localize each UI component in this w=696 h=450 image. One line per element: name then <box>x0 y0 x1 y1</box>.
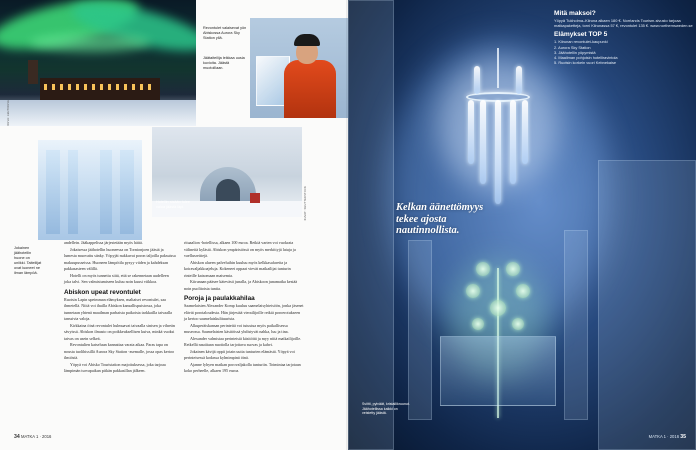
paragraph: Jokainen kävijä oppii jotain uutta tunturien elämästä. Yöpyä voi perinteisessä kodassa kylmimpinä öinä. <box>184 348 295 360</box>
top5-item: 1. Kiirunan revontulet-kaupunki <box>554 39 608 45</box>
paragraph: Abiskon alueen palveluihin kuuluu myös kelkkasafareita ja koiravaljakkoajeluja. Kokeneet oppaat vievät matkailijat tunturin rinteille katsomaan maisemia. <box>184 259 291 278</box>
worker-caption: Revontulet valaisevat yön Abiskossa Aurora Sky Station yllä. <box>203 26 247 40</box>
ice-chandelier <box>448 48 548 218</box>
ice-sculptor-photo <box>250 18 348 118</box>
left-folio <box>14 434 51 440</box>
paragraph: Jokaisessa jäähotellin huoneessa on Tornionjoen jäästä ja lumesta muovattu sänky. Yöpyjät nukkuvat poron taljoilla paksuissa makuupusseissa. Huoneen lämpötila pysyy viiden ja kahdeksan pakkasasteen välillä. <box>64 246 176 271</box>
paragraph: Alkuperäiskansan perinteitä voi tutustua myös paikallisessa museossa. Saamelaisten käsitöissä yhdistyvät nahka, luu ja tina. <box>184 322 289 334</box>
top5-item: 3. Jäähotellin yöpymistä <box>554 49 596 55</box>
folio-text: MATKA 1 · 2016 <box>648 434 680 439</box>
paragraph: Alexander valmistaa perinteisiä käsitöitä ja myy niitä matkailijoille. Retkellä nautitaan nuotiolla tarjottava suovas ja kahvi. <box>184 335 302 347</box>
aurora-photo <box>0 0 196 126</box>
top5-item: 2. Aurora Sky Station <box>554 44 591 50</box>
paragraph: Ajanne lyhyen matkan porovaljakolla tunturiin. Toimintaa tarjotaan koko perheelle, alkaen 195 euroa. <box>184 361 301 373</box>
top5-title: Elämykset TOP 5 <box>554 31 608 39</box>
page-number: 34 <box>14 434 20 440</box>
pull-quote: Kelkan äänettömyys tekee ajosta nautinnollista. <box>396 202 484 236</box>
paragraph: Revontulien katseluun kannattaa varata aikaa. Paras tapa on nousta tuolihissillä Aurora Sky Station -asemalle, jossa opas kertoo ilmiöstä. <box>64 342 175 360</box>
article-column-3 <box>184 240 304 375</box>
page-number: 35 <box>680 434 686 440</box>
info-body: Yöpyä Tukholma–Kiiruna alkaen 180 €. Norrlands Tourism-sivusto tarjoaa matkapaketteja, torni Kiirunassa 57 €, revontulet 135 €. www.northernsweden.se <box>554 18 693 29</box>
subheading-aurora: Abiskon upeat revontulet <box>64 288 141 296</box>
page-gutter <box>346 0 350 450</box>
paragraph: rituaalion -hotellissa, alkaen 100 euroa. Retkiä varten voi vuokrata välineitä kylästä. Abiskon ympäristössä on myös merkittyjä latuja ja vaellusreittejä. <box>184 240 296 258</box>
right-folio <box>649 434 686 440</box>
paragraph: Ruotsin Lapin upeimman elämyksen, maltaiset revontulet, saa ihmetellä. Niitä voi ihailla Abiskon kansallispuistossa, joka tunnetaan yhtenä maailman parhaista paikoista tarkkailla taivaalla tanssivia valoja. <box>64 296 172 321</box>
hotel-caption: Hotellin sisään tulee valoa jäästä läpi. <box>156 200 190 209</box>
paragraph: andellein. Jääkappelissa järjestetään myös häitä. <box>64 240 143 245</box>
worker-caption-2: Jäätaiteilija leikkaa uusia kuvioita. Jäästä muotoillaan. <box>203 56 245 70</box>
paragraph: Saamelaisten Alexander Komp kuuluu saamelaisyhteisöön, jonka jäsenet elävät porotaloudesta. Hän järjestää vierailijoille retkiä poroerotukseen ja kertoo saamelaiskulttuurista. <box>184 303 304 321</box>
article-column-2 <box>64 240 176 375</box>
aurora-credit: KUVA: LEHTIKUVA <box>7 100 10 126</box>
top5-item: 4. Maailman pohjoisin hotelliravintola <box>554 55 618 61</box>
info-box <box>554 10 694 65</box>
paragraph: Yöpyä voi Abisko Touristation majoituksessa, joka tarjoaa lämpimän turvapaikan pitkän pakkasillan jälkeen. <box>64 361 166 373</box>
folio-text: MATKA 1 · 2016 <box>20 434 52 439</box>
paragraph: Kiirunaan pääsee kätevästi junalla, ja Abiskoon junamatka kestää noin puolitoista tuntia. <box>184 279 298 291</box>
ice-room-photo <box>38 140 142 240</box>
top5-item: 5. Ruotsin korkein vuori Kebnekaise <box>554 60 617 66</box>
paragraph: Hotelli on myös tunnettu siitä, että se rakennetaan uudelleen joka talvi. Sen valmistumiseen kuluu noin kuusi viikkoa. <box>64 272 169 284</box>
room-caption: Jokainen jäähotellin huone on uniikki. Taiteilijat ovat luoneet ne ilman lämpöä. <box>14 246 42 275</box>
paragraph: Kirkkaina öinä revontulet hulmuavat taivaalla sinisen ja vihreän sävyissä. Abiskon ilmasto on poikkeuksellisen kuiva, minkä vuoksi taivas on usein selkeä. <box>64 322 175 341</box>
info-title: Mitä maksoi? <box>554 10 596 17</box>
right-page <box>348 0 696 450</box>
subheading-reindeer: Poroja ja paulakkahilaa <box>184 295 255 302</box>
suite-caption: Sviitti, pylväät, kristallikruunut. Jäähotellissa kaikki on veistetty jäästä. <box>362 402 410 416</box>
hotel-credit: KUVAT: SHUTTERSTOCK <box>304 186 307 221</box>
